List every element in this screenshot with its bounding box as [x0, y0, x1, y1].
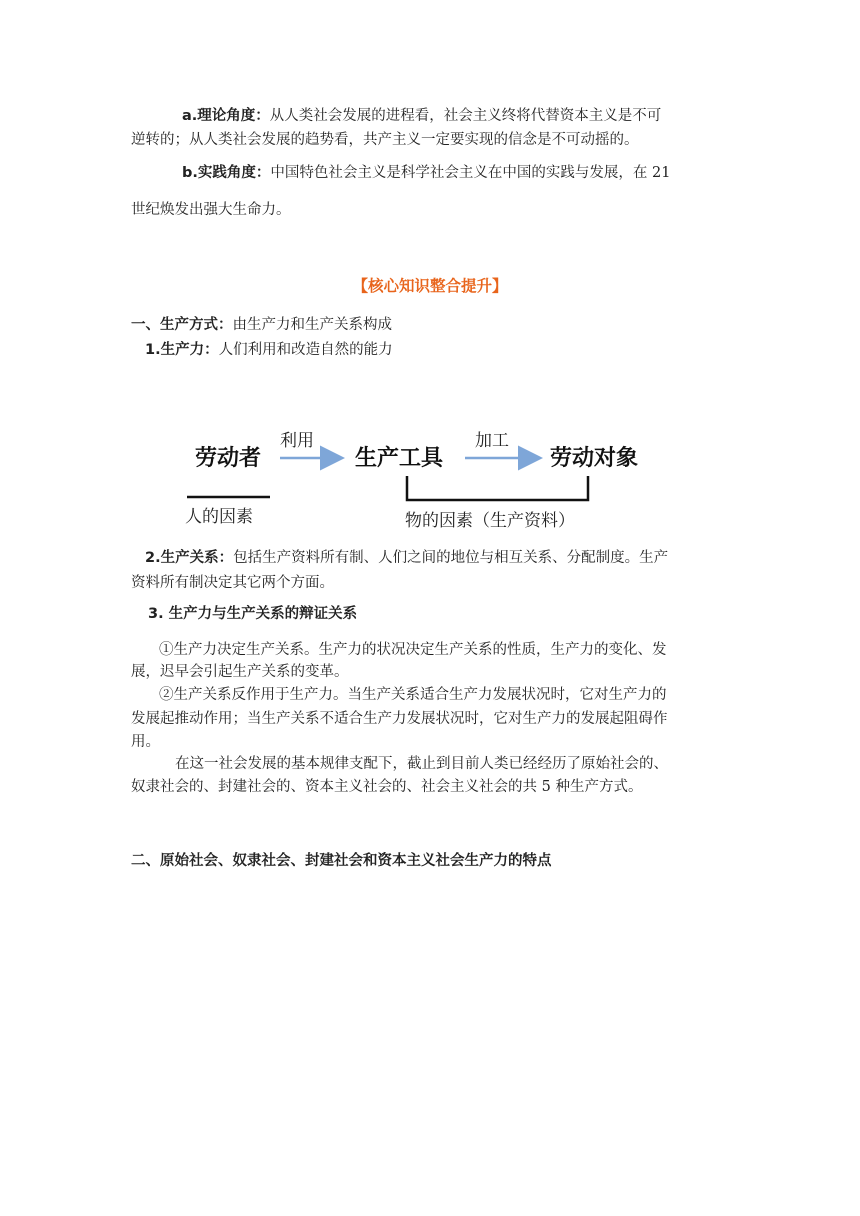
section1-label: 一、生产方式：	[131, 317, 233, 333]
arrow-label-process: 加工	[475, 431, 509, 451]
item3-p2-line1: ②生产关系反作用于生产力。当生产关系适合生产力发展状况时，它对生产力的	[159, 687, 667, 703]
item3-p1-line2: 展，迟早会引起生产关系的变革。	[131, 664, 349, 680]
item3-p2-line3: 用。	[131, 734, 160, 750]
node-laborer: 劳动者	[195, 445, 262, 471]
section1-title	[131, 315, 392, 335]
item3-p3-line2: 奴隶社会的、封建社会的、资本主义社会的、社会主义社会的共 5 种生产方式。	[131, 779, 643, 795]
bracket-material-factor	[407, 476, 588, 500]
item2-text: 包括生产资料所有制、人们之间的地位与相互关系、分配制度。生产	[233, 550, 669, 566]
point-a-label: a.理论角度：	[182, 108, 270, 124]
point-a-text: 从人类社会发展的进程看，社会主义终将代替资本主义是不可	[269, 108, 662, 124]
item3-p2-line2: 发展起推动作用；当生产关系不适合生产力发展状况时，它对生产力的发展起阻碍作	[131, 711, 668, 727]
item1-label: 1.生产力：	[145, 342, 219, 358]
section1-desc: 由生产力和生产关系构成	[232, 317, 392, 333]
production-diagram	[150, 412, 710, 542]
node-tools: 生产工具	[355, 445, 444, 471]
item2-label: 2.生产关系：	[145, 550, 234, 566]
point-b-text: 中国特色社会主义是科学社会主义在中国的实践与发展，在 21	[270, 165, 671, 181]
point-b-line2: 世纪焕发出强大生命力。	[131, 202, 291, 218]
item3-title: 3. 生产力与生产关系的辩证关系	[148, 606, 358, 622]
item1-text: 人们利用和改造自然的能力	[218, 342, 393, 358]
group-material-factor: 物的因素（生产资料）	[405, 511, 575, 531]
arrow-label-use: 利用	[280, 431, 314, 451]
point-a-line2: 逆转的；从人类社会发展的趋势看，共产主义一定要实现的信念是不可动摇的。	[131, 132, 639, 148]
item2-line2: 资料所有制决定其它两个方面。	[131, 575, 334, 591]
item2-line1	[145, 548, 668, 568]
node-object: 劳动对象	[550, 445, 639, 471]
point-a-line1	[182, 106, 661, 126]
group-human-factor: 人的因素	[185, 507, 253, 527]
point-b-line1	[182, 163, 670, 183]
point-b-label: b.实践角度：	[182, 165, 271, 181]
item3-p3-line1: 在这一社会发展的基本规律支配下，截止到目前人类已经经历了原始社会的、	[175, 756, 668, 772]
section2-title: 二、原始社会、奴隶社会、封建社会和资本主义社会生产力的特点	[131, 853, 552, 869]
section-heading: 【核心知识整合提升】	[352, 277, 508, 295]
item1-line	[145, 340, 393, 360]
item3-p1-line1: ①生产力决定生产关系。生产力的状况决定生产关系的性质，生产力的变化、发	[159, 642, 667, 658]
